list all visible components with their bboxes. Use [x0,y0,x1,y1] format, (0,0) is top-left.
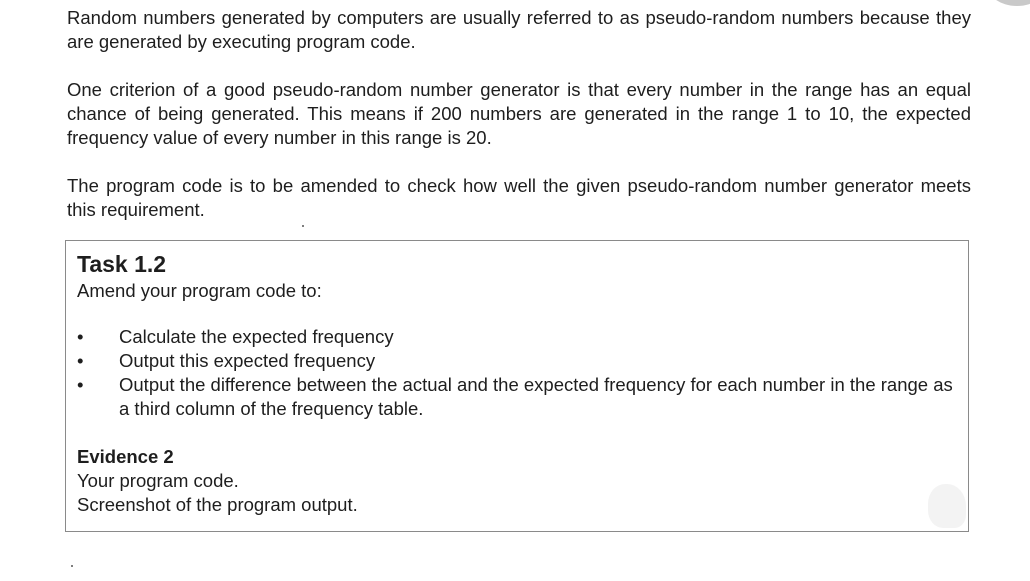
bullet-text: Output this expected frequency [119,350,376,371]
evidence-line: Screenshot of the program output. [77,494,358,515]
task-title: Task 1.2 [77,251,167,277]
intro-paragraph-2: One criterion of a good pseudo-random number generator is that every number in the range has an equal chance of being generated. This means if 200 numbers are generated in the range 1 to 10, the expected frequency value of every number in this range is 20. [67,79,971,148]
intro-paragraph-1: Random numbers generated by computers are usually referred to as pseudo-random numbers because they are generated by executing program code. [67,7,971,52]
bullet-text: Calculate the expected frequency [119,326,394,347]
task-box [65,240,969,532]
task-bullet-list [77,325,955,421]
evidence-line: Your program code. [77,470,239,491]
list-item [77,373,955,421]
bullet-icon: • [77,326,84,347]
intro-paragraph-3: The program code is to be amended to check how well the given pseudo-random number generator meets this requirement. [67,175,971,220]
bullet-icon: • [77,350,84,371]
evidence-title: Evidence 2 [77,446,174,467]
stray-mark [71,565,73,567]
task-content [77,249,955,517]
bullet-icon: • [77,374,84,395]
list-item [77,349,955,373]
bullet-text: Output the difference between the actual and the expected frequency for each number in the range as a third column of the frequency table. [119,374,953,419]
stray-mark [302,225,304,227]
intro-text [67,6,971,246]
scan-smudge [928,484,966,528]
task-subtitle: Amend your program code to: [77,280,322,301]
list-item [77,325,955,349]
page-corner-mark [986,0,1030,6]
